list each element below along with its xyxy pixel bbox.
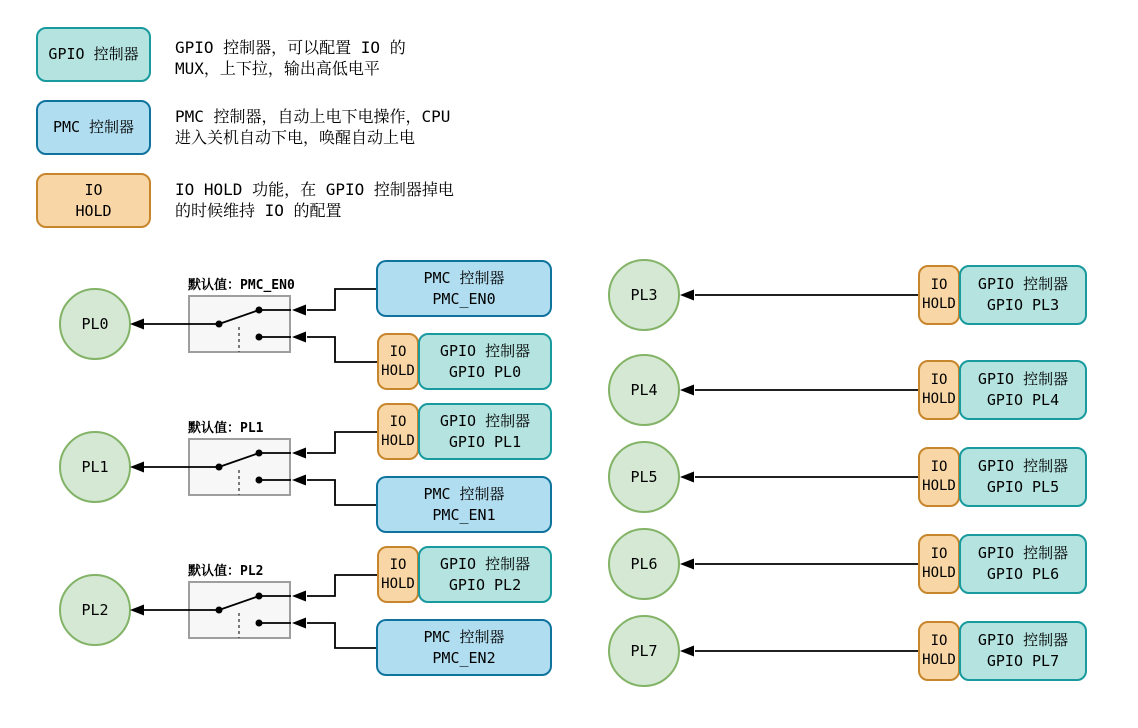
io-hold-box-pl1 xyxy=(377,403,419,460)
io-hold-box-pl5-line1: IO xyxy=(930,459,948,475)
pin-label-pl6: PL6 xyxy=(630,555,658,573)
pmc-box-pmc-en2-line2: PMC_EN2 xyxy=(432,648,496,667)
pin-circle-pl7 xyxy=(608,615,680,687)
mux-default-label-pl0: 默认值：PMC_EN0 xyxy=(188,278,295,293)
legend-io-hold-desc-line1: IO HOLD 功能，在 GPIO 控制器掉电 xyxy=(175,180,454,199)
pin-label-pl7: PL7 xyxy=(630,642,658,660)
gpio-box-pl6-line1: GPIO 控制器 xyxy=(977,544,1069,562)
pin-label-pl3: PL3 xyxy=(630,286,658,304)
gpio-box-pl6 xyxy=(959,534,1087,594)
gpio-box-pl5 xyxy=(959,447,1087,507)
gpio-box-pl1-line1: GPIO 控制器 xyxy=(439,411,531,430)
pin-circle-pl6 xyxy=(608,528,680,600)
pin-circle-pl2 xyxy=(59,574,131,646)
gpio-box-pl3-line1: GPIO 控制器 xyxy=(977,275,1069,293)
pmc-box-pmc-en0-line2: PMC_EN0 xyxy=(432,289,496,308)
io-hold-box-pl1-line1: IO xyxy=(389,413,407,430)
pl5-wire xyxy=(680,472,918,483)
gpio-box-pl4-line1: GPIO 控制器 xyxy=(977,370,1069,388)
gpio-box-pl2 xyxy=(418,546,552,603)
legend-io-hold-desc-line2: 的时候维持 IO 的配置 xyxy=(175,201,342,220)
legend-gpio-desc-line2: MUX，上下拉，输出高低电平 xyxy=(175,59,380,78)
io-hold-box-pl2-line2: HOLD xyxy=(381,575,415,592)
io-hold-box-pl4-line2: HOLD xyxy=(922,391,956,407)
legend-gpio-desc-line1: GPIO 控制器，可以配置 IO 的 xyxy=(175,38,406,57)
io-hold-box-pl3-line1: IO xyxy=(930,277,948,293)
pin-label-pl0: PL0 xyxy=(81,315,109,333)
gpio-box-pl6-line2: GPIO PL6 xyxy=(986,565,1060,583)
legend-gpio-controller-box xyxy=(36,27,151,82)
mux-switch-pl1 xyxy=(188,438,291,496)
pin-label-pl1: PL1 xyxy=(81,458,109,476)
gpio-box-pl0-line2: GPIO PL0 xyxy=(448,362,522,381)
gpio-box-pl2-line2: GPIO PL2 xyxy=(448,575,522,594)
gpio-box-pl2-line1: GPIO 控制器 xyxy=(439,554,531,573)
mux-default-label-pl1: 默认值：PL1 xyxy=(188,421,264,436)
legend-gpio-controller-label: GPIO 控制器 xyxy=(48,45,139,63)
legend-pmc-desc-line2: 进入关机自动下电，唤醒自动上电 xyxy=(175,128,416,147)
pmc-box-pmc-en2-line1: PMC 控制器 xyxy=(423,627,505,646)
io-hold-box-pl7 xyxy=(918,621,960,681)
pin-label-pl5: PL5 xyxy=(630,468,658,486)
pl3-wire xyxy=(680,290,918,301)
io-hold-box-pl7-line2: HOLD xyxy=(922,652,956,668)
pin-circle-pl3 xyxy=(608,259,680,331)
io-hold-box-pl3 xyxy=(918,265,960,325)
io-hold-box-pl5-line2: HOLD xyxy=(922,478,956,494)
pin-label-pl2: PL2 xyxy=(81,601,109,619)
io-hold-box-pl0-line1: IO xyxy=(389,343,407,360)
io-hold-box-pl6-line1: IO xyxy=(930,546,948,562)
gpio-box-pl7-line1: GPIO 控制器 xyxy=(977,631,1069,649)
pl6-wire xyxy=(680,559,918,570)
io-hold-box-pl6 xyxy=(918,534,960,594)
legend-io-hold-label-line2: HOLD xyxy=(75,201,112,220)
gpio-box-pl0 xyxy=(418,333,552,390)
legend-gpio-description xyxy=(175,37,406,79)
pin-circle-pl1 xyxy=(59,431,131,503)
pmc-box-pmc-en0 xyxy=(376,260,552,317)
mux-switch-pl0 xyxy=(188,295,291,353)
pl7-wire xyxy=(680,646,918,657)
io-hold-box-pl5 xyxy=(918,447,960,507)
pin-circle-pl4 xyxy=(608,354,680,426)
legend-pmc-controller-label: PMC 控制器 xyxy=(52,118,135,136)
mux-default-label-pl2: 默认值：PL2 xyxy=(188,564,264,579)
gpio-box-pl4 xyxy=(959,360,1087,420)
io-hold-box-pl2 xyxy=(377,546,419,603)
gpio-box-pl0-line1: GPIO 控制器 xyxy=(439,341,531,360)
io-hold-box-pl0 xyxy=(377,333,419,390)
gpio-box-pl1-line2: GPIO PL1 xyxy=(448,432,522,451)
legend-io-hold-label-line1: IO xyxy=(84,180,103,199)
gpio-box-pl4-line2: GPIO PL4 xyxy=(986,391,1060,409)
io-hold-box-pl3-line2: HOLD xyxy=(922,296,956,312)
gpio-box-pl7 xyxy=(959,621,1087,681)
legend-pmc-controller-box xyxy=(36,100,151,155)
gpio-box-pl5-line2: GPIO PL5 xyxy=(986,478,1060,496)
io-hold-box-pl4 xyxy=(918,360,960,420)
pin-circle-pl0 xyxy=(59,288,131,360)
io-hold-box-pl2-line1: IO xyxy=(389,556,407,573)
io-hold-box-pl0-line2: HOLD xyxy=(381,362,415,379)
mux-switch-pl2 xyxy=(188,581,291,639)
gpio-box-pl3-line2: GPIO PL3 xyxy=(986,296,1060,314)
legend-pmc-description xyxy=(175,106,450,148)
pin-label-pl4: PL4 xyxy=(630,381,658,399)
legend-io-hold-description xyxy=(175,179,454,221)
pmc-box-pmc-en1 xyxy=(376,476,552,533)
io-hold-box-pl1-line2: HOLD xyxy=(381,432,415,449)
pmc-box-pmc-en1-line2: PMC_EN1 xyxy=(432,505,496,524)
pmc-box-pmc-en2 xyxy=(376,619,552,676)
gpio-box-pl1 xyxy=(418,403,552,460)
gpio-box-pl5-line1: GPIO 控制器 xyxy=(977,457,1069,475)
legend-pmc-desc-line1: PMC 控制器，自动上电下电操作，CPU xyxy=(175,107,451,126)
io-hold-box-pl6-line2: HOLD xyxy=(922,565,956,581)
pmc-box-pmc-en0-line1: PMC 控制器 xyxy=(423,268,505,287)
pmc-box-pmc-en1-line1: PMC 控制器 xyxy=(423,484,505,503)
gpio-box-pl7-line2: GPIO PL7 xyxy=(986,652,1060,670)
pin-circle-pl5 xyxy=(608,441,680,513)
legend-io-hold-box xyxy=(36,173,151,228)
pl4-wire xyxy=(680,385,918,396)
gpio-box-pl3 xyxy=(959,265,1087,325)
io-hold-box-pl4-line1: IO xyxy=(930,372,948,388)
io-hold-box-pl7-line1: IO xyxy=(930,633,948,649)
